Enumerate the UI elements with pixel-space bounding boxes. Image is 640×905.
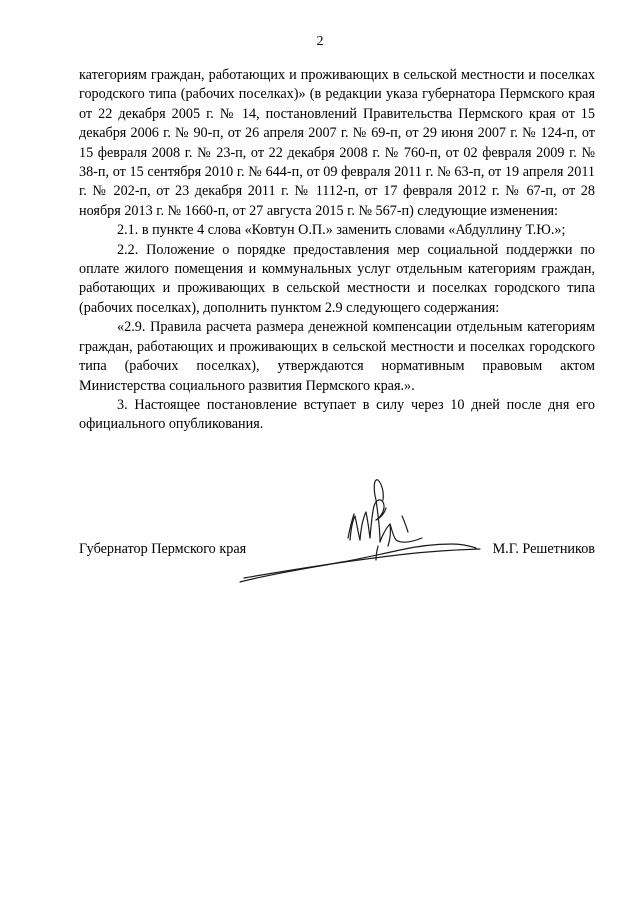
page-number: 2 — [316, 34, 324, 49]
paragraph-3: 3. Настоящее постановление вступает в силу через 10 дней после дня его официального опубликования. — [79, 396, 595, 433]
document-body — [79, 66, 595, 435]
signature-block — [79, 541, 595, 563]
paragraph-2-9-quote: «2.9. Правила расчета размера денежной компенсации отдельным категориям граждан, работающих и проживающих в сельской местности и поселках городского типа (рабочих поселках), утверждаются нормативным правовым актом Министерства социального развития Пермского края.». — [79, 319, 595, 394]
paragraph-2-2: 2.2. Положение о порядке предоставления мер социальной поддержки по оплате жилого помещения и коммунальных услуг отдельным категориям граждан, работающих и проживающих в сельской местности и поселках городского типа (рабочих поселках), дополнить пунктом 2.9 следующего содержания: — [79, 241, 595, 316]
signatory-name: М.Г. Решетников — [492, 541, 595, 557]
paragraph-amendments-intro: категориям граждан, работающих и проживающих в сельской местности и поселках городского типа (рабочих поселках)» (в редакции указа губернатора Пермского края от 22 декабря 2005 г. № 14, постановлений Правительства Пермского края от 15 декабря 2006 г. № 90-п, от 26 апреля 2007 г. № 69-п, от 29 июня 2007 г. № 124-п, от 15 февраля 2008 г. № 23-п, от 22 декабря 2008 г. № 760-п, от 02 февраля 2009 г. № 38-п, от 15 сентября 2010 г. № 644-п, от 09 февраля 2011 г. № 63-п, от 19 апреля 2011 г. № 202-п, от 23 декабря 2011 г. № 1112-п, от 17 февраля 2012 г. № 67-п, от 28 ноября 2013 г. № 1660-п, от 27 августа 2015 г. № 567-п) следующие изменения: — [79, 67, 595, 219]
paragraph-2-1: 2.1. в пункте 4 слова «Ковтун О.П.» заменить словами «Абдуллину Т.Ю.»; — [117, 222, 566, 239]
handwritten-signature — [230, 470, 490, 590]
signatory-position: Губернатор Пермского края — [79, 541, 247, 557]
